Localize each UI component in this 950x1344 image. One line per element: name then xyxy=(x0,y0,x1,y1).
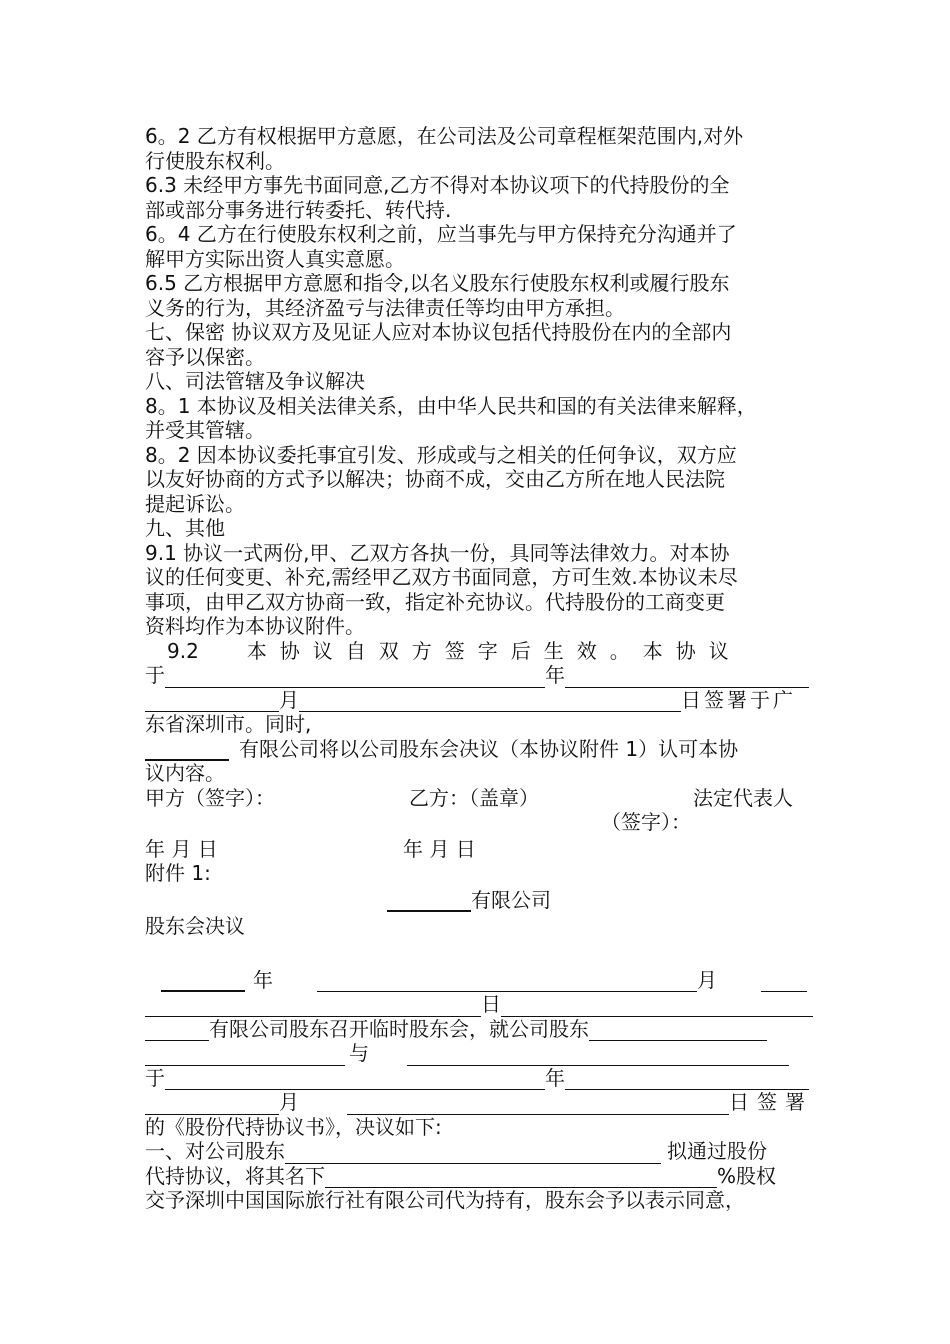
resolution-nian2: 年 xyxy=(545,1065,565,1090)
clause-9-2-yue: 月 xyxy=(279,687,299,712)
clause-9-1-line4: 资料均作为本协议附件。 xyxy=(145,614,365,638)
party-a-signature-label: 甲方（签字）： xyxy=(145,785,275,810)
clause-7-line1: 七、保密 协议双方及见证人应对本协议包括代持股份在内的全部内 xyxy=(145,320,732,344)
blank-signing-year[interactable] xyxy=(165,1069,545,1090)
clause-9-2-company: 有限公司将以公司股东会决议（本协议附件 1）认可本协 xyxy=(239,736,739,761)
section-8-heading: 八、司法管辖及争议解决 xyxy=(145,369,365,393)
blank-month-part1[interactable] xyxy=(565,667,809,688)
clause-9-2-ri: 日签署于广 xyxy=(681,687,796,712)
blank-company-name[interactable] xyxy=(145,739,229,761)
resolution-meeting-text: 有限公司股东召开临时股东会，就公司股东 xyxy=(209,1016,589,1041)
clause-8-2-line2: 以友好协商的方式予以解决；协商不成，交由乙方所在地人民法院 xyxy=(145,467,725,491)
clause-9-2-number: 9.2 xyxy=(167,638,199,663)
resolution-yu2: 于 xyxy=(145,1065,165,1090)
blank-shareholder-a[interactable] xyxy=(589,1020,767,1041)
clause-6-4-line2: 解甲方实际出资人真实意愿。 xyxy=(145,246,405,271)
resolution-item1-line3: 交予深圳中国国际旅行社有限公司代为持有，股东会予以表示同意， xyxy=(145,1188,745,1212)
clause-6-5-line2: 义务的行为，其经济盈亏与法律责任等均由甲方承担。 xyxy=(145,295,625,320)
clause-6-4-line1: 6。4 乙方在行使股东权利之前，应当事先与甲方保持充分沟通并了 xyxy=(145,222,737,246)
clause-9-2-line6: 议内容。 xyxy=(145,761,225,785)
blank-shareholder-b[interactable] xyxy=(407,1045,789,1066)
clause-8-2-line3: 提起诉讼。 xyxy=(145,491,245,516)
resolution-item1-d: %股权 xyxy=(717,1163,777,1188)
blank-resolution-day-part2[interactable] xyxy=(145,996,481,1017)
clause-9-2-line1 xyxy=(145,639,813,664)
clause-9-1-line3: 事项，由甲乙双方协商一致，指定补充协议。代持股份的工商变更 xyxy=(145,589,725,614)
blank-item1-shareholder[interactable] xyxy=(285,1143,661,1164)
clause-9-2-nian: 年 xyxy=(545,663,565,687)
legal-representative-label: 法定代表人 xyxy=(693,785,793,810)
attachment-title: 股东会决议 xyxy=(145,914,245,938)
resolution-signing-line1 xyxy=(145,1066,813,1091)
resolution-yu: 与 xyxy=(349,1041,369,1065)
clause-9-2-yu: 于 xyxy=(145,663,165,687)
clause-8-1-line1: 8。1 本协议及相关法律关系，由中华人民共和国的有关法律来解释， xyxy=(145,393,757,418)
blank-month-part2[interactable] xyxy=(145,691,279,712)
resolution-ri: 日 xyxy=(481,992,501,1016)
resolution-meeting-line xyxy=(145,1017,813,1042)
clause-9-2-line3 xyxy=(145,688,813,713)
signature-row xyxy=(145,786,813,811)
resolution-item1-line2 xyxy=(145,1164,813,1189)
clause-6-3-line1: 6.3 未经甲方事先书面同意,乙方不得对本协议项下的代持股份的全 xyxy=(145,173,730,197)
party-b-seal-label: 乙方：（盖章） xyxy=(409,785,539,810)
resolution-item1-a: 一、对公司股东 xyxy=(145,1139,285,1163)
blank-item1-percentage[interactable] xyxy=(325,1167,717,1188)
resolution-yue2: 月 xyxy=(279,1090,299,1114)
blank-signing-month-part1[interactable] xyxy=(565,1069,809,1090)
resolution-nian: 年 xyxy=(253,967,273,992)
blank-signing-day[interactable] xyxy=(347,1094,729,1115)
clause-9-2-line5 xyxy=(145,737,813,762)
resolution-date-line2 xyxy=(145,992,813,1017)
section-9-heading: 九、其他 xyxy=(145,516,225,540)
date-row xyxy=(145,837,813,862)
blank-resolution-year[interactable] xyxy=(161,970,245,992)
clause-9-2-text: 本协议自双方签字后生效。本协议 xyxy=(246,638,742,663)
resolution-item1-line1 xyxy=(145,1139,813,1164)
attachment-company-title xyxy=(145,888,813,913)
clause-6-2-line1: 6。2 乙方有权根据甲方意愿，在公司法及公司章程框架范围内,对外 xyxy=(145,124,744,148)
clause-9-2-line2 xyxy=(145,663,813,688)
signature-row-2 xyxy=(145,810,813,835)
blank-resolution-month[interactable] xyxy=(317,971,697,992)
blank-resolution-after-day[interactable] xyxy=(501,996,813,1017)
clause-7-line2: 容予以保密。 xyxy=(145,344,265,369)
blank-attachment-company[interactable] xyxy=(387,890,471,912)
clause-6-3-line2: 部或部分事务进行转委托、转代持. xyxy=(145,197,452,222)
party-a-date: 年 月 日 xyxy=(145,836,218,861)
attachment-label: 附件 1: xyxy=(145,861,211,885)
legal-representative-sign-label: （签字）： xyxy=(601,810,691,834)
blank-resolution-company[interactable] xyxy=(145,1020,209,1041)
resolution-parties-line xyxy=(145,1041,813,1066)
blank-signing-month-part2[interactable] xyxy=(145,1094,279,1115)
clause-6-5-line1: 6.5 乙方根据甲方意愿和指令,以名义股东行使股东权利或履行股东 xyxy=(145,271,730,295)
clause-9-1-line2: 议的任何变更、补充,需经甲乙双方书面同意，方可生效.本协议未尽 xyxy=(145,565,738,589)
blank-year[interactable] xyxy=(165,667,545,688)
clause-9-2-line4: 东省深圳市。同时, xyxy=(145,712,312,736)
resolution-yue: 月 xyxy=(697,967,717,992)
clause-8-2-line1: 8。2 因本协议委托事宜引发、形成或与之相关的任何争议，双方应 xyxy=(145,442,737,467)
resolution-agreement-line: 的《股份代持协议书》，决议如下: xyxy=(145,1114,442,1139)
resolution-date-line1 xyxy=(145,968,813,993)
clause-8-1-line2: 并受其管辖。 xyxy=(145,418,265,442)
party-b-date: 年 月 日 xyxy=(403,836,476,861)
document-body xyxy=(145,124,813,1213)
resolution-item1-b: 拟通过股份 xyxy=(667,1139,767,1163)
blank-shareholder-a-part2[interactable] xyxy=(145,1045,345,1066)
attachment-company-suffix: 有限公司 xyxy=(471,887,551,912)
clause-9-1-line1: 9.1 协议一式两份,甲、乙双方各执一份，具同等法律效力。对本协 xyxy=(145,540,730,565)
resolution-item1-c: 代持协议，将其名下 xyxy=(145,1163,325,1188)
clause-6-2-line2: 行使股东权利。 xyxy=(145,148,285,173)
resolution-ri2: 日签署 xyxy=(729,1090,813,1114)
resolution-signing-line2 xyxy=(145,1090,813,1115)
blank-day[interactable] xyxy=(299,691,681,712)
blank-resolution-day-part1[interactable] xyxy=(761,971,807,992)
